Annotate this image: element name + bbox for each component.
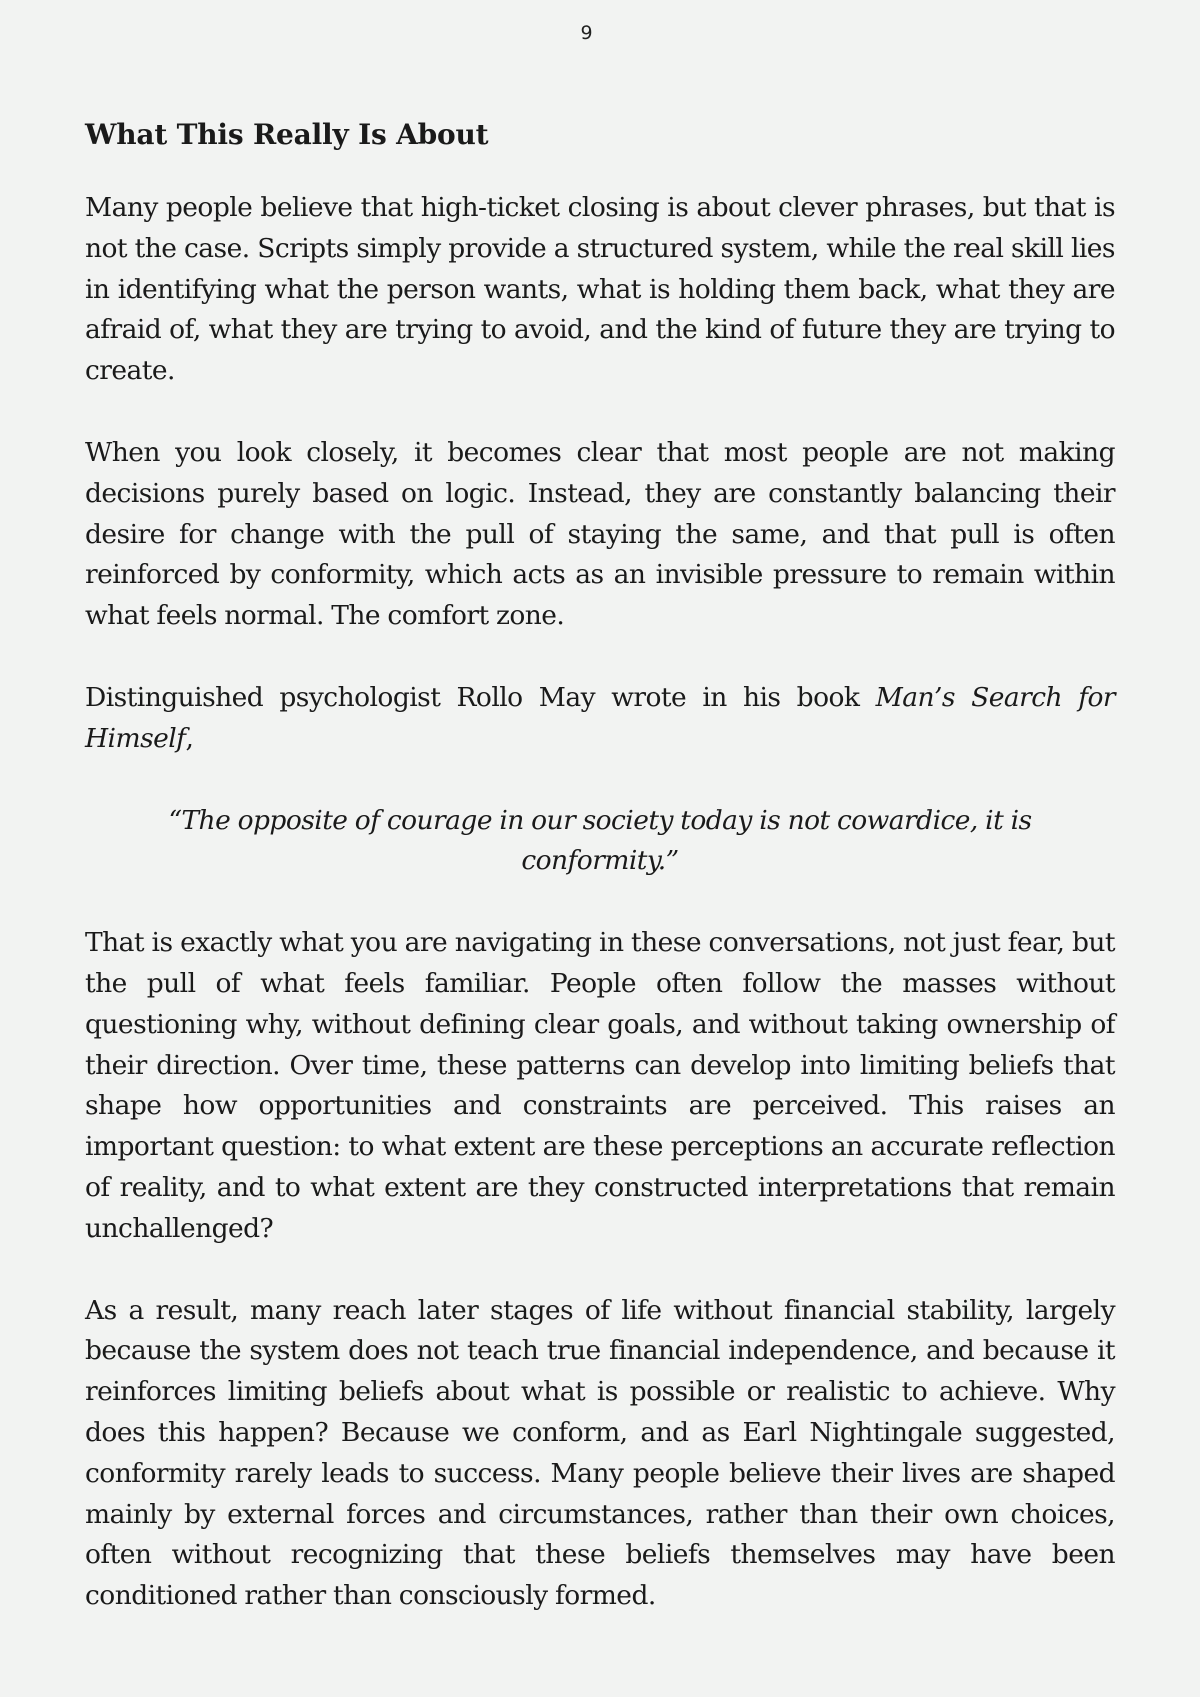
paragraph-citation bbox=[85, 678, 1115, 760]
paragraph: That is exactly what you are navigating in these conversations, not just fear, but the pull of what feels familiar. People often follow the masses without questioning why, without defining clear goals, and without taking ownership of their direction. Over time, these patterns can develop into limiting beliefs that shape how opportunities and constraints are perceived. This raises an important question: to what extent are these perceptions an accurate reflection of reality, and to what extent are they constructed interpretations that remain unchallenged? bbox=[85, 927, 1115, 1244]
book-title: Man’s Search for Himself bbox=[85, 681, 1116, 754]
paragraph: Many people believe that high-ticket closing is about clever phrases, but that is not the case. Scripts simply provide a structured system, while the real skill lies in identifying what the person wants, what is holding them back, what they are afraid of, what they are trying to avoid, and the kind of future they are trying to create. bbox=[85, 192, 1115, 387]
paragraph: As a result, many reach later stages of life without financial stability, largely because the system does not teach true financial independence, and because it reinforces limiting beliefs about what is possible or realistic to achieve. Why does this happen? Because we conform, and as Earl Nightingale suggested, conformity rarely leads to success. Many people believe their lives are shaped mainly by external forces and circumstances, rather than their own choices, often without recognizing that these beliefs themselves may have been conditioned rather than consciously formed. bbox=[85, 1294, 1115, 1612]
block-quote: “The opposite of courage in our society today is not cowardice, it is conformity.” bbox=[168, 804, 1032, 877]
page-content bbox=[85, 112, 1115, 1658]
citation-lead-text: Distinguished psychologist Rollo May wrote in his book bbox=[85, 681, 876, 713]
section-heading: What This Really Is About bbox=[85, 118, 489, 151]
page-number: 9 bbox=[580, 22, 593, 44]
paragraph: When you look closely, it becomes clear that most people are not making decisions purely based on logic. Instead, they are constantly balancing their desire for change with the pull of staying the same, and that pull is often reinforced by conformity, which acts as an invisible pressure to remain within what feels normal. The comfort zone. bbox=[85, 436, 1115, 632]
citation-punctuation: , bbox=[185, 722, 194, 754]
